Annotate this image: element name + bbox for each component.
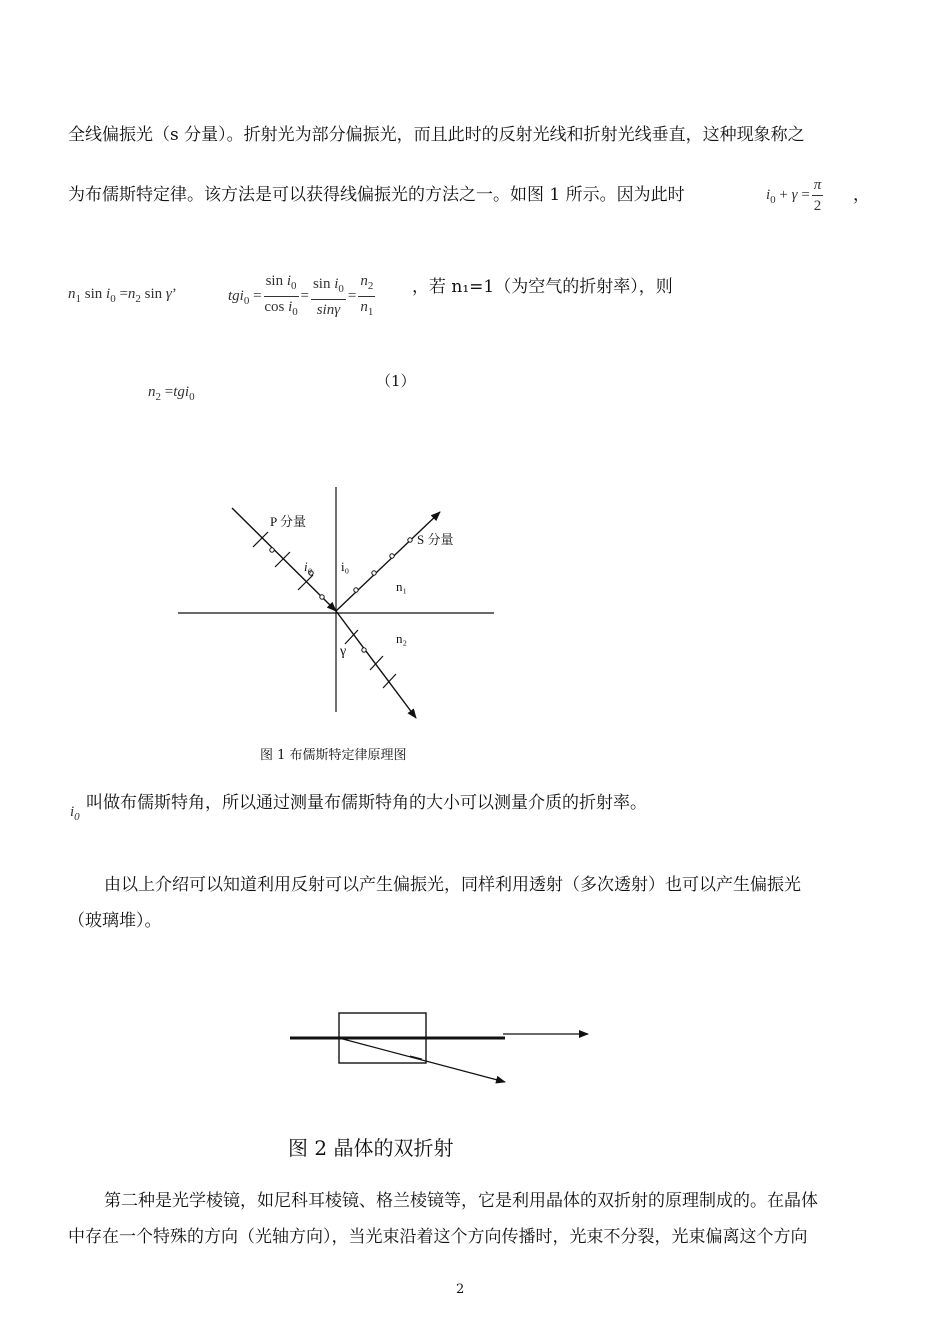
label-s-component: S 分量	[417, 532, 454, 547]
extraordinary-ray	[339, 1038, 505, 1082]
label-i0-reflected: i₀	[341, 559, 350, 574]
label-gamma: γ	[340, 644, 347, 659]
refracted-s-dots	[362, 648, 366, 652]
equation1-number: （1）	[376, 372, 416, 390]
paragraph2-text: 叫做布儒斯特角，所以通过测量布儒斯特角的大小可以测量介质的折射率。	[86, 793, 647, 813]
label-i0-incident: i₀	[304, 559, 313, 574]
figure2-diagram	[280, 1000, 600, 1100]
brewster-condition-formula: $i_0 + \gamma$ = $\frac{\pi}{2}$	[766, 177, 822, 214]
formula-line-suffix: ，若 n₁=1（为空气的折射率），则	[412, 277, 673, 297]
paragraph3-line2: （玻璃堆）。	[68, 911, 162, 931]
figure1-caption: 图 1 布儒斯特定律原理图	[260, 748, 407, 763]
figure1-diagram	[170, 480, 510, 730]
brewster-angle-symbol: $i_0$	[70, 804, 80, 823]
brewster-tangent-formula: tgi$_0$ = $\frac{\sin i_0}{\cos i_0}$ = $\frac{\sin i_0}{\sin\gamma}$ = $\frac{n_2}{n_1}$	[228, 273, 374, 318]
paragraph4-line1: 第二种是光学棱镜，如尼科耳棱镜、格兰棱镜等，它是利用晶体的双折射的原理制成的。在晶体	[104, 1191, 818, 1211]
paragraph1-line1: 全线偏振光（s 分量）。折射光为部分偏振光，而且此时的反射光线和折射光线垂直，这种现象称之	[68, 125, 805, 145]
label-n1: n₁	[396, 579, 408, 594]
figure2-caption: 图 2 晶体的双折射	[288, 1136, 454, 1160]
reflected-ray	[336, 512, 440, 611]
refracted-ray	[336, 611, 416, 718]
paragraph4-line2: 中存在一个特殊的方向（光轴方向），当光束沿着这个方向传播时，光束不分裂，光束偏离这个方向	[68, 1227, 808, 1247]
snell-law-formula: $n_1$ $\sin i_0 =n_2$ sin γ’	[68, 286, 177, 305]
paragraph1-line2-end: ，	[853, 185, 870, 205]
page-number: 2	[456, 1282, 465, 1297]
refracted-p-ticks	[345, 630, 396, 688]
label-n2: n₂	[396, 631, 408, 646]
paragraph3-line1: 由以上介绍可以知道利用反射可以产生偏振光，同样利用透射（多次透射）也可以产生偏振光	[104, 875, 801, 895]
label-p-component: P 分量	[270, 514, 306, 529]
paragraph1-line2: 为布儒斯特定律。该方法是可以获得线偏振光的方法之一。如图 1 所示。因为此时	[68, 185, 685, 205]
equation1-formula: $n_2 =tgi_0$	[148, 384, 195, 403]
